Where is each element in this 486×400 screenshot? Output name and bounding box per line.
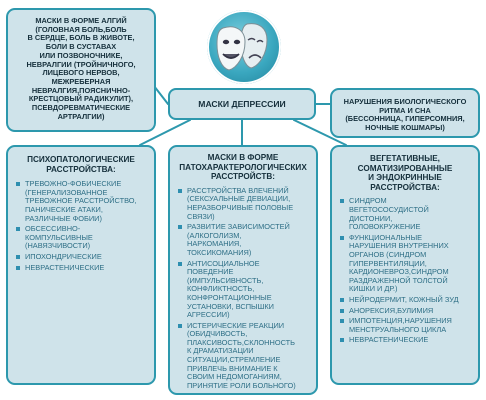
vegetative-box [330, 145, 480, 385]
list-item: ИПОХОНДРИЧЕСКИЕ [14, 253, 148, 262]
bullet-icon [178, 262, 182, 266]
psychopathological-box [6, 145, 156, 385]
list-item: ИСТЕРИЧЕСКИЕ РЕАКЦИИ (ОБИДЧИВОСТЬ, ПЛАКСИВОСТЬ,СКЛОННОСТЬ К ДРАМАТИЗАЦИИ СИТУАЦИИ,СТРЕМЛЕНИЕ ПРИВЛЕЧЬ ВНИМАНИЕ К СВОИМ НЕДОМОГАНИЯМ, ПРИНЯТИЕ РОЛИ БОЛЬНОГО) [176, 322, 310, 391]
pathocharacterological-box [168, 145, 318, 395]
bullet-icon [16, 266, 20, 270]
vegetative-list [338, 197, 472, 345]
bullet-icon [16, 255, 20, 259]
center-label: МАСКИ ДЕПРЕССИИ [198, 99, 286, 109]
list-item: ТРЕВОЖНО-ФОБИЧЕСКИЕ (ГЕНЕРАЛИЗОВАННОЕ ТРЕВОЖНОЕ РАССТРОЙСТВО, ПАНИЧЕСКИЕ АТАКИ, РАЗЛИЧНЫЕ ФОБИИ) [14, 180, 148, 223]
algic-masks-text: МАСКИ В ФОРМЕ АЛГИЙ (ГОЛОВНАЯ БОЛЬ,БОЛЬ В СЕРДЦЕ, БОЛЬ В ЖИВОТЕ, БОЛИ В СУСТАВАХ ИЛИ ПОЗВОНОЧНИКЕ, НЕВРАЛГИИ (ТРОЙНИЧНОГО, ЛИЦЕВОГО НЕРВОВ, МЕЖРЕБЕРНАЯ НЕВРАЛГИЯ,ПОЯСНИЧНО- КРЕСТЦОВЫЙ РАДИКУЛИТ), ПСЕВДОРЕВМАТИЧЕСКИЕ АРТРАЛГИИ) [26, 16, 136, 121]
bullet-icon [340, 236, 344, 240]
list-item: ФУНКЦИОНАЛЬНЫЕ НАРУШЕНИЯ ВНУТРЕННИХ ОРГАНОВ (СИНДРОМ ГИПЕРВЕНТИЛЯЦИИ, КАРДИОНЕВРОЗ,СИНДРОМ РАЗДРАЖЕННОЙ ТОЛСТОЙ КИШКИ И ДР.) [338, 234, 472, 294]
list-item: ОБСЕССИВНО- КОМПУЛЬСИВНЫЕ (НАВЯЗЧИВОСТИ) [14, 225, 148, 251]
list-item: СИНДРОМ ВЕГЕТОСОСУДИСТОЙ ДИСТОНИИ, ГОЛОВОКРУЖЕНИЕ [338, 197, 472, 231]
bullet-icon [178, 324, 182, 328]
theater-masks-icon [207, 10, 281, 84]
pathocharacterological-title: МАСКИ В ФОРМЕ ПАТОХАРАКТЕРОЛОГИЧЕСКИХ РАССТРОЙСТВ: [179, 153, 307, 182]
list-item: НЕВРАСТЕНИЧЕСКИЕ [14, 264, 148, 273]
bullet-icon [340, 319, 344, 323]
center-node [168, 88, 316, 120]
bullet-icon [16, 182, 20, 186]
list-item: АНОРЕКСИЯ,БУЛИМИЯ [338, 307, 472, 316]
bullet-icon [340, 338, 344, 342]
bullet-icon [340, 199, 344, 203]
list-item: АНТИСОЦИАЛЬНОЕ ПОВЕДЕНИЕ (ИМПУЛЬСИВНОСТЬ, КОНФЛИКТНОСТЬ, КОНФРОНТАЦИОННЫЕ УСТАНОВКИ, ВСПЫШКИ АГРЕССИИ) [176, 260, 310, 320]
list-item: РАССТРОЙСТВА ВЛЕЧЕНИЙ (СЕКСУАЛЬНЫЕ ДЕВИАЦИИ, НЕРАЗБОРЧИВЫЕ ПОЛОВЫЕ СВЯЗИ) [176, 187, 310, 221]
pathocharacterological-list [176, 187, 310, 391]
list-item: НЕВРАСТЕНИЧЕСКИЕ [338, 336, 472, 345]
connector-algic [154, 86, 168, 104]
psychopathological-list [14, 180, 148, 272]
bullet-icon [178, 225, 182, 229]
list-item: ИМПОТЕНЦИЯ,НАРУШЕНИЯ МЕНСТРУАЛЬНОГО ЦИКЛА [338, 317, 472, 334]
psychopathological-title: ПСИХОПАТОЛОГИЧЕСКИЕ РАССТРОЙСТВА: [27, 155, 135, 174]
vegetative-title: ВЕГЕТАТИВНЫЕ, СОМАТИЗИРОВАННЫЕ И ЭНДОКРИННЫЕ РАССТРОЙСТВА: [357, 154, 453, 192]
bullet-icon [340, 309, 344, 313]
algic-masks-box [6, 8, 156, 132]
bullet-icon [340, 298, 344, 302]
bullet-icon [16, 227, 20, 231]
bullet-icon [178, 189, 182, 193]
sleep-rhythm-box [330, 88, 480, 138]
list-item: НЕЙРОДЕРМИТ, КОЖНЫЙ ЗУД [338, 296, 472, 305]
list-item: РАЗВИТИЕ ЗАВИСИМОСТЕЙ (АЛКОГОЛИЗМ, НАРКОМАНИЯ, ТОКСИКОМАНИЯ) [176, 223, 310, 257]
sleep-rhythm-text: НАРУШЕНИЯ БИОЛОГИЧЕСКОГО РИТМА И СНА (БЕССОННИЦА, ГИПЕРСОМНИЯ, НОЧНЫЕ КОШМАРЫ) [343, 97, 467, 133]
masks-illustration [207, 10, 281, 84]
